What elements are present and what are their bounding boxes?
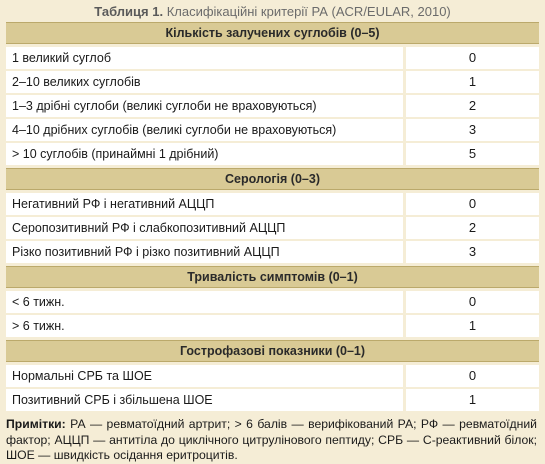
- score-cell: 2: [406, 95, 539, 117]
- table-row: [6, 315, 539, 337]
- table-row: [6, 389, 539, 411]
- score-cell: 1: [406, 315, 539, 337]
- criterion-cell: 4–10 дрібних суглобів (великі суглоби не враховуються): [6, 119, 403, 141]
- score-cell: 1: [406, 71, 539, 93]
- table-notes: [6, 417, 539, 464]
- section-header-serology: Серологія (0–3): [6, 168, 539, 190]
- score-cell: 0: [406, 291, 539, 313]
- score-cell: 3: [406, 119, 539, 141]
- criterion-cell: 1 великий суглоб: [6, 47, 403, 69]
- criterion-cell: 1–3 дрібні суглоби (великі суглоби не враховуються): [6, 95, 403, 117]
- criterion-cell: Позитивний СРБ і збільшена ШОЕ: [6, 389, 403, 411]
- criterion-cell: Негативний РФ і негативний АЦЦП: [6, 193, 403, 215]
- table-row: [6, 291, 539, 313]
- score-cell: 0: [406, 47, 539, 69]
- notes-text: РА — ревматоїдний артрит; > 6 балів — верифікований РА; РФ — ревматоїдний фактор; АЦЦП — антитіла до циклічного цитрулінового пептиду; СРБ — С-реактивний білок; ШОЕ — швидкість осідання еритроцитів.: [6, 417, 537, 462]
- caption-title: Класифікаційні критерії РА (ACR/EULAR, 2010): [166, 4, 451, 19]
- criterion-cell: < 6 тижн.: [6, 291, 403, 313]
- table-row: [6, 95, 539, 117]
- section-rows-acute-phase: [6, 365, 539, 411]
- score-cell: 3: [406, 241, 539, 263]
- score-cell: 0: [406, 365, 539, 387]
- section-header-acute-phase: Гострофазові показники (0–1): [6, 340, 539, 362]
- section-rows-duration: [6, 291, 539, 337]
- criterion-cell: Серопозитивний РФ і слабкопозитивний АЦЦП: [6, 217, 403, 239]
- caption-label: Таблиця 1.: [94, 4, 164, 19]
- notes-label: Примітки:: [6, 417, 66, 431]
- section-header-joints: Кількість залучених суглобів (0–5): [6, 22, 539, 44]
- criterion-cell: > 6 тижн.: [6, 315, 403, 337]
- section-rows-serology: [6, 193, 539, 263]
- score-cell: 1: [406, 389, 539, 411]
- criterion-cell: Різко позитивний РФ і різко позитивний АЦЦП: [6, 241, 403, 263]
- table-row: [6, 241, 539, 263]
- criterion-cell: 2–10 великих суглобів: [6, 71, 403, 93]
- table-row: [6, 193, 539, 215]
- section-rows-joints: [6, 47, 539, 165]
- score-cell: 0: [406, 193, 539, 215]
- table-row: [6, 71, 539, 93]
- table-row: [6, 365, 539, 387]
- section-header-duration: Тривалість симптомів (0–1): [6, 266, 539, 288]
- classification-table: [6, 22, 539, 411]
- criterion-cell: > 10 суглобів (принаймні 1 дрібний): [6, 143, 403, 165]
- score-cell: 5: [406, 143, 539, 165]
- table-row: [6, 217, 539, 239]
- criterion-cell: Нормальні СРБ та ШОЕ: [6, 365, 403, 387]
- table-row: [6, 143, 539, 165]
- table-row: [6, 47, 539, 69]
- table-caption: [6, 4, 539, 22]
- score-cell: 2: [406, 217, 539, 239]
- table-row: [6, 119, 539, 141]
